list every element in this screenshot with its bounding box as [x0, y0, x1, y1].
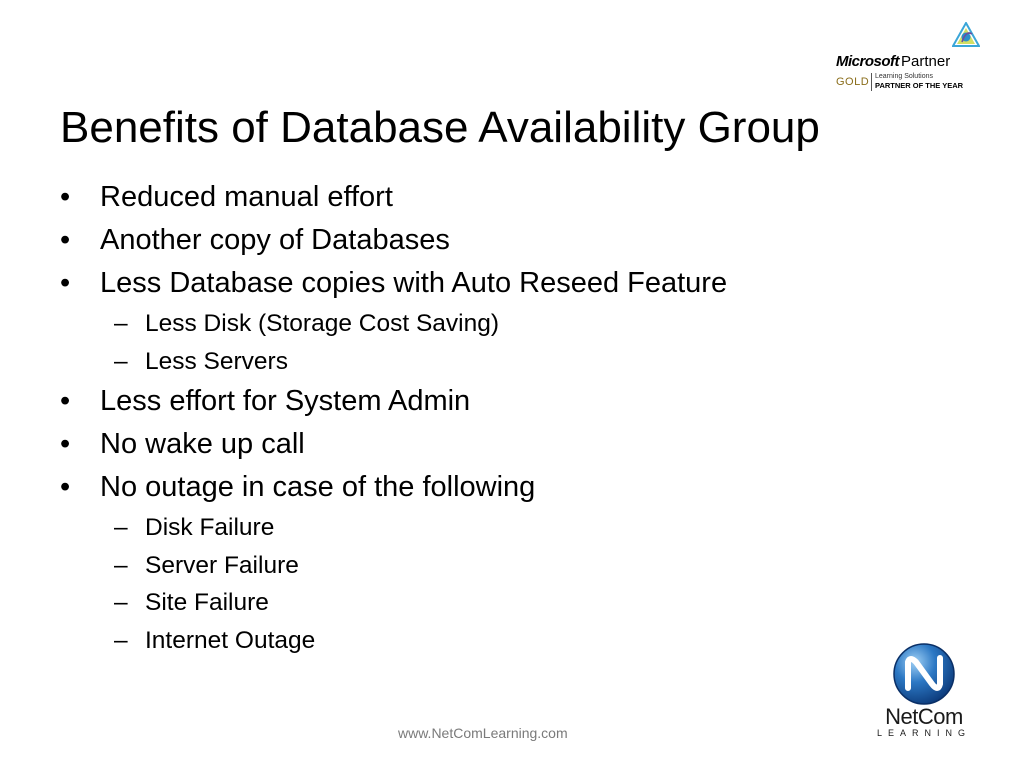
bullet-item: [60, 176, 880, 219]
partner-label: Partner: [901, 53, 951, 70]
bullet-text: No outage in case of the following: [100, 471, 536, 503]
sub-bullet-item: [60, 343, 880, 381]
sub-bullet-text: Disk Failure: [145, 514, 275, 541]
sub-bullet-item: [60, 622, 880, 660]
slide-title: Benefits of Database Availability Group: [60, 103, 820, 152]
bullet-item: [60, 262, 880, 305]
bullet-text: No wake up call: [100, 428, 305, 460]
logo-divider: [871, 73, 872, 91]
microsoft-brand: Microsoft: [836, 53, 899, 70]
microsoft-partner-logo: [836, 22, 976, 94]
dash-marker: –: [114, 551, 128, 579]
sub-bullet-item: [60, 547, 880, 585]
bullet-text: Less effort for System Admin: [100, 385, 471, 417]
sub-bullet-item: [60, 584, 880, 622]
sub-bullet-text: Less Disk (Storage Cost Saving): [145, 310, 500, 337]
sub-bullet-text: Site Failure: [145, 589, 269, 616]
netcom-brand: NetCom: [885, 704, 963, 729]
bullet-marker: •: [60, 428, 71, 460]
sub-bullet-item: [60, 509, 880, 547]
dash-marker: –: [114, 626, 128, 654]
partner-of-year-label: PARTNER OF THE YEAR: [875, 81, 964, 90]
bullet-marker: •: [60, 224, 71, 256]
bullet-item: [60, 423, 880, 466]
bullet-text: Another copy of Databases: [100, 224, 450, 256]
gold-label: GOLD: [836, 76, 870, 88]
bullet-item: [60, 219, 880, 262]
netcom-orb-icon: [892, 642, 956, 706]
netcom-tagline: LEARNING: [876, 728, 971, 738]
bullet-list: [60, 176, 880, 659]
bullet-marker: •: [60, 385, 71, 417]
bullet-item: [60, 466, 880, 509]
netcom-logo: [872, 642, 976, 742]
sub-bullet-item: [60, 305, 880, 343]
sub-bullet-text: Less Servers: [145, 347, 288, 375]
bullet-text: Reduced manual effort: [100, 181, 393, 213]
dash-marker: –: [114, 589, 128, 616]
footer-url: www.NetComLearning.com: [398, 725, 568, 741]
dash-marker: –: [114, 347, 128, 375]
microsoft-partner-text: [836, 53, 950, 71]
bullet-marker: •: [60, 181, 71, 213]
bullet-marker: •: [60, 267, 71, 299]
sub-bullet-text: Internet Outage: [145, 626, 316, 654]
bullet-text: Less Database copies with Auto Reseed Feature: [100, 267, 728, 299]
sub-bullet-text: Server Failure: [145, 551, 299, 579]
learning-solutions-label: Learning Solutions: [875, 73, 933, 80]
dash-marker: –: [114, 514, 128, 541]
bullet-marker: •: [60, 471, 71, 503]
dash-marker: –: [114, 310, 128, 337]
bullet-item: [60, 380, 880, 423]
partner-badge-icon: [952, 22, 980, 50]
